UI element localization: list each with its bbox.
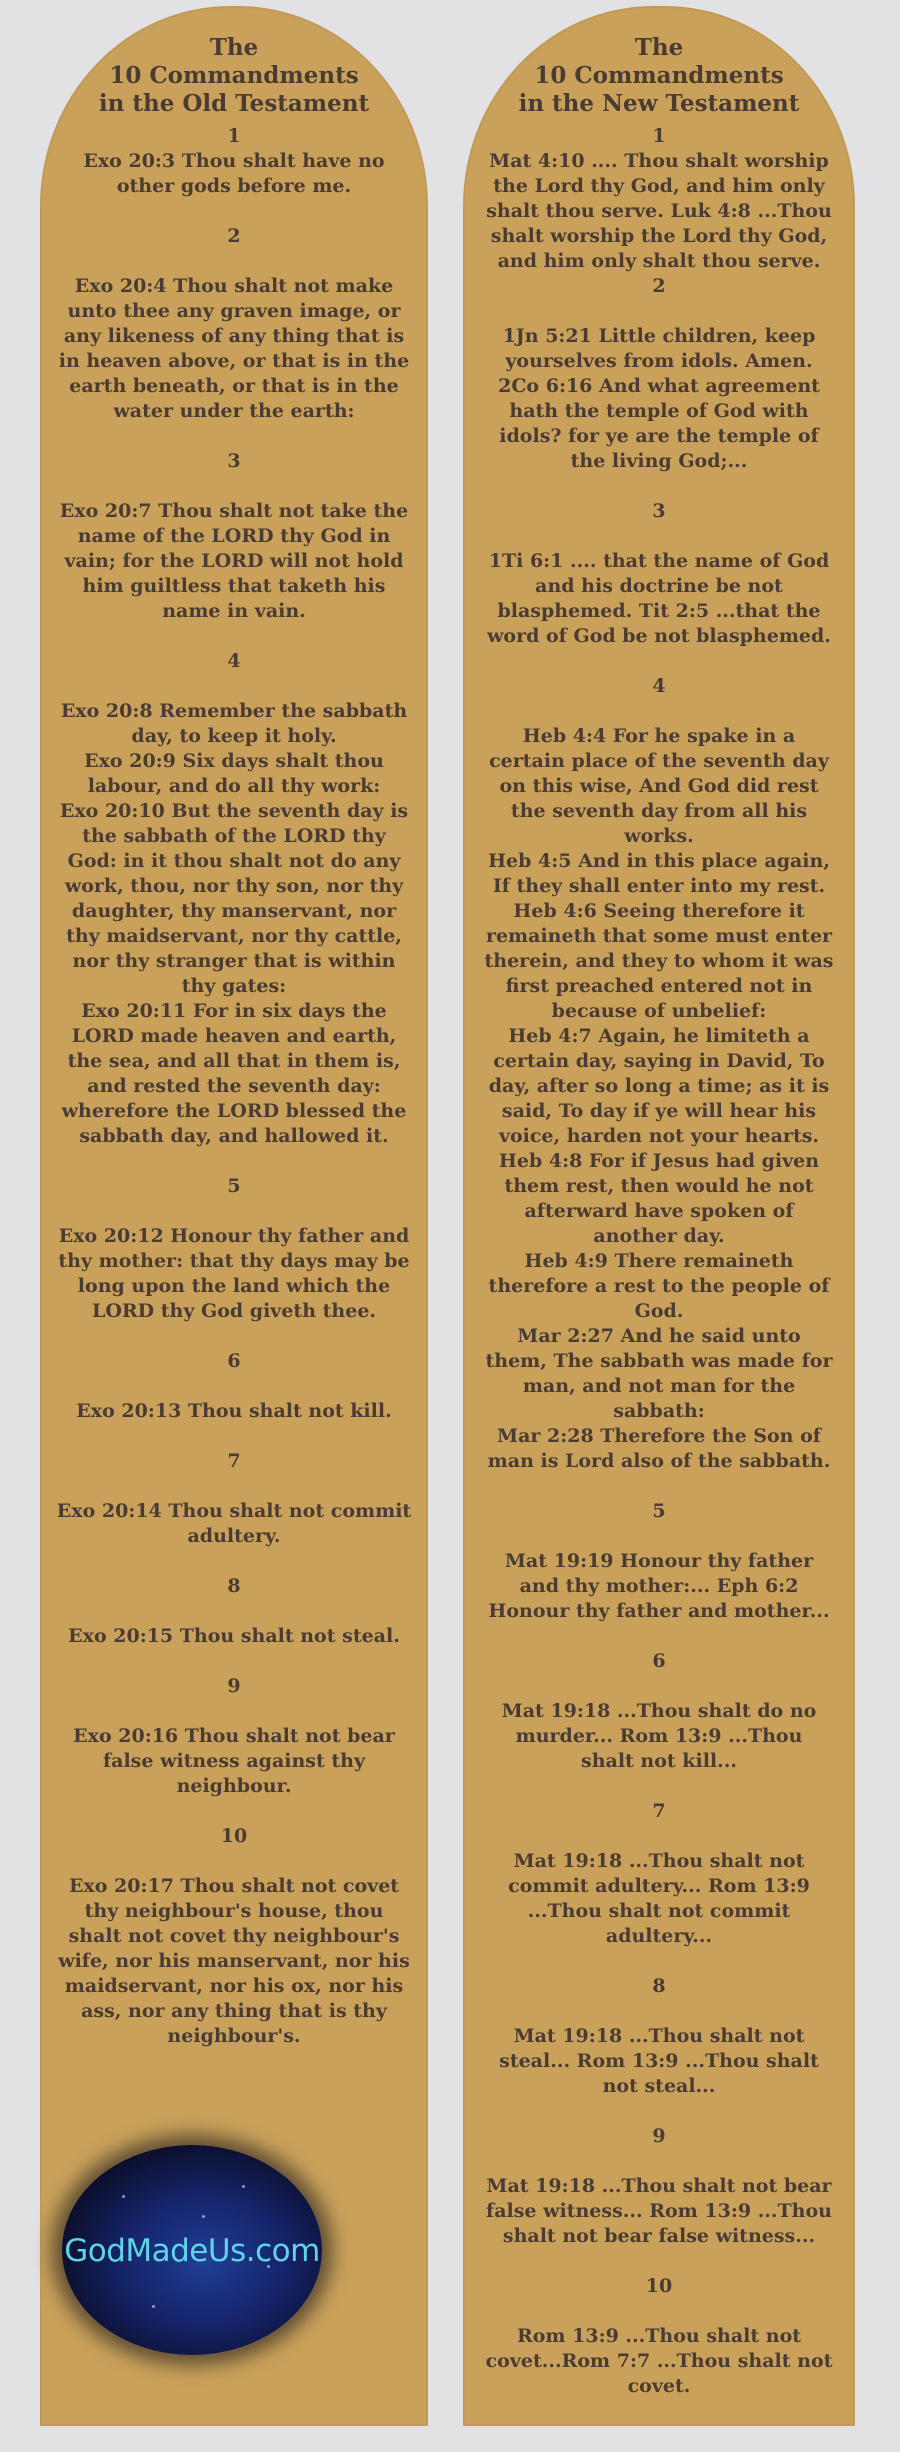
commandment-text: Mat 19:19 Honour thy father and thy mother:... Eph 6:2 Honour thy father and mother... bbox=[488, 1550, 830, 1622]
title-line: The bbox=[209, 34, 259, 61]
globe-logo[interactable] bbox=[62, 2145, 322, 2355]
commandment-7 bbox=[50, 1449, 418, 1549]
commandment-4 bbox=[50, 649, 418, 1149]
commandment-2 bbox=[473, 274, 845, 474]
commandment-number: 8 bbox=[227, 1575, 241, 1597]
commandment-number: 7 bbox=[227, 1450, 241, 1472]
commandment-5 bbox=[473, 1499, 845, 1624]
commandment-number: 3 bbox=[227, 450, 241, 472]
commandment-number: 9 bbox=[652, 2125, 666, 2147]
commandment-text: Mat 19:18 ...Thou shalt do no murder... Rom 13:9 ...Thou shalt not kill... bbox=[501, 1700, 817, 1772]
old-testament-title bbox=[50, 34, 418, 118]
new-testament-title bbox=[473, 34, 845, 118]
commandment-text: Exo 20:14 Thou shalt not commit adultery. bbox=[56, 1500, 412, 1547]
commandment-1 bbox=[473, 124, 845, 274]
commandment-number: 4 bbox=[227, 650, 241, 672]
title-line: 10 Commandments bbox=[109, 62, 359, 89]
commandment-4 bbox=[473, 674, 845, 1474]
commandment-number: 7 bbox=[652, 1800, 666, 1822]
commandment-number: 1 bbox=[227, 125, 241, 147]
commandment-text: Exo 20:3 Thou shalt have no other gods before me. bbox=[83, 150, 385, 197]
title-line: in the Old Testament bbox=[98, 90, 370, 117]
commandment-text: Exo 20:17 Thou shalt not covet thy neighbour's house, thou shalt not covet thy neighbour's wife, nor his manservant, nor his maidservant, nor his ox, nor his ass, nor any thing that is thy neighbour's. bbox=[58, 1875, 410, 2047]
commandment-number: 10 bbox=[645, 2275, 673, 2297]
commandment-10 bbox=[473, 2274, 845, 2399]
commandment-3 bbox=[50, 449, 418, 624]
title-line: in the New Testament bbox=[518, 90, 800, 117]
commandment-number: 4 bbox=[652, 675, 666, 697]
commandment-6 bbox=[473, 1649, 845, 1774]
star-dot bbox=[242, 2185, 245, 2188]
commandment-8 bbox=[473, 1974, 845, 2099]
commandment-number: 5 bbox=[652, 1500, 666, 1522]
commandment-text: Mat 4:10 .... Thou shalt worship the Lord thy God, and him only shalt thou serve. Luk 4:8 ...Thou shalt worship the Lord thy God, and him only shalt thou serve. bbox=[486, 150, 832, 272]
commandment-text: Mat 19:18 ...Thou shalt not commit adultery... Rom 13:9 ...Thou shalt not commit adultery... bbox=[508, 1850, 810, 1947]
commandment-2 bbox=[50, 224, 418, 424]
commandment-number: 2 bbox=[652, 275, 666, 297]
commandment-6 bbox=[50, 1349, 418, 1424]
commandment-number: 6 bbox=[227, 1350, 241, 1372]
new-testament-tablet bbox=[463, 6, 855, 2426]
commandment-text: 1Ti 6:1 .... that the name of God and his doctrine be not blasphemed. Tit 2:5 ...that the word of God be not blasphemed. bbox=[487, 550, 831, 647]
commandment-text: Exo 20:4 Thou shalt not make unto thee any graven image, or any likeness of any thing that is in heaven above, or that is in the earth beneath, or that is in the water under the earth: bbox=[58, 275, 410, 422]
commandment-text: Rom 13:9 ...Thou shalt not covet...Rom 7:7 ...Thou shalt not covet. bbox=[485, 2325, 833, 2397]
commandment-text: Exo 20:7 Thou shalt not take the name of the LORD thy God in vain; for the LORD will not hold him guiltless that taketh his name in vain. bbox=[59, 500, 409, 622]
commandment-5 bbox=[50, 1174, 418, 1324]
title-line: The bbox=[634, 34, 684, 61]
commandment-text: Mat 19:18 ...Thou shalt not steal... Rom 13:9 ...Thou shalt not steal... bbox=[499, 2025, 819, 2097]
commandment-text: Heb 4:4 For he spake in a certain place of the seventh day on this wise, And God did rest the seventh day from all his works. Heb 4:5 And in this place again, If they shall enter into my rest. Heb 4:6 Seeing therefore it remaineth that some must enter therein, and they to whom it was first preached entered not in because of unbelief: Heb 4:7 Again, he limiteth a certain day, saying in David, To day, after so long a time; as it is said, To day if ye will hear his voice, harden not your hearts. Heb 4:8 For if Jesus had given them rest, then would he not afterward have spoken of another day. Heb 4:9 There remaineth therefore a rest to the people of God. Mar 2:27 And he said unto them, The sabbath was made for man, and not man for the sabbath: Mar 2:28 Therefore the Son of man is Lord also of the sabbath. bbox=[484, 725, 834, 1472]
commandment-text: Exo 20:15 Thou shalt not steal. bbox=[68, 1625, 400, 1647]
commandment-9 bbox=[50, 1674, 418, 1799]
old-testament-tablet bbox=[40, 6, 428, 2426]
commandment-3 bbox=[473, 499, 845, 649]
commandment-text: Exo 20:8 Remember the sabbath day, to keep it holy. Exo 20:9 Six days shalt thou labour, and do all thy work: Exo 20:10 But the seventh day is the sabbath of the LORD thy God: in it thou shalt not do any work, thou, nor thy son, nor thy daughter, thy manservant, nor thy maidservant, nor thy cattle, nor thy stranger that is within thy gates: Exo 20:11 For in six days the LORD made heaven and earth, the sea, and all that in them is, and rested the seventh day: wherefore the LORD blessed the sabbath day, and hallowed it. bbox=[59, 700, 409, 1147]
commandment-number: 8 bbox=[652, 1975, 666, 1997]
commandment-number: 1 bbox=[652, 125, 666, 147]
commandment-text: Exo 20:13 Thou shalt not kill. bbox=[76, 1400, 392, 1422]
commandment-number: 3 bbox=[652, 500, 666, 522]
commandment-7 bbox=[473, 1799, 845, 1949]
commandment-9 bbox=[473, 2124, 845, 2249]
commandment-number: 5 bbox=[227, 1175, 241, 1197]
commandment-text: Exo 20:12 Honour thy father and thy mother: that thy days may be long upon the land which the LORD thy God giveth thee. bbox=[58, 1225, 410, 1322]
commandment-number: 6 bbox=[652, 1650, 666, 1672]
star-dot bbox=[122, 2195, 125, 2198]
logo-text[interactable]: GodMadeUs.com bbox=[64, 2233, 320, 2269]
commandment-1 bbox=[50, 124, 418, 199]
commandment-number: 9 bbox=[227, 1675, 241, 1697]
commandment-text: Exo 20:16 Thou shalt not bear false witness against thy neighbour. bbox=[73, 1725, 395, 1797]
star-dot bbox=[152, 2305, 155, 2308]
commandment-8 bbox=[50, 1574, 418, 1649]
commandment-text: Mat 19:18 ...Thou shalt not bear false witness... Rom 13:9 ...Thou shalt not bear false witness... bbox=[486, 2175, 832, 2247]
commandment-number: 2 bbox=[227, 225, 241, 247]
commandment-10 bbox=[50, 1824, 418, 2049]
star-dot bbox=[202, 2215, 205, 2218]
commandment-number: 10 bbox=[220, 1825, 248, 1847]
title-line: 10 Commandments bbox=[534, 62, 784, 89]
commandment-text: 1Jn 5:21 Little children, keep yourselves from idols. Amen. 2Co 6:16 And what agreement hath the temple of God with idols? for ye are the temple of the living God;... bbox=[498, 325, 820, 472]
